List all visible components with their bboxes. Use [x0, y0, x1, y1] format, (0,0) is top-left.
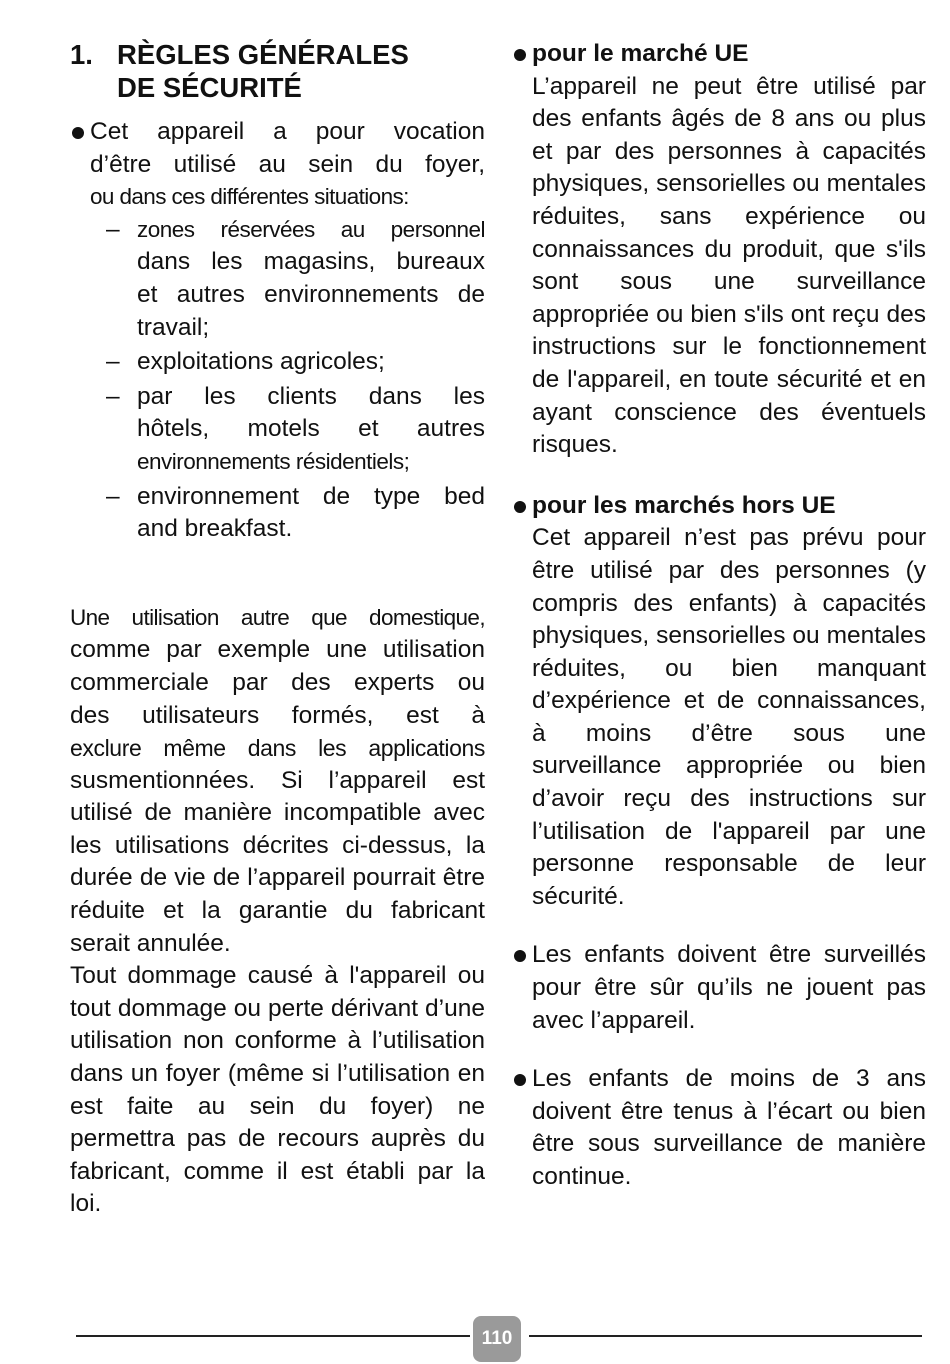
footer-rule-right — [529, 1335, 922, 1337]
usage-list-line: environnements résidentiels; — [137, 448, 410, 474]
eu-market-text: L’appareil ne peut être utilisé par des enfants âgés de 8 ans ou plus et par des personnes à capacités physiques, sensorielles ou mentales réduites, sans expérience ou connaissances du produit, que s'ils sont sous une surveillance appropriée ou bien s'ils ont reçu des instructions sur le fonctionnement de l'appareil, en toute sécurité et en ayant conscience des éventuels risques. — [532, 72, 926, 459]
intro-bullet — [70, 116, 485, 214]
usage-list — [70, 214, 485, 546]
intro-text — [90, 116, 485, 214]
usage-list-item — [106, 481, 485, 546]
children-supervision-text: Les enfants doivent être surveillés pour être sûr qu’ils ne jouent pas avec l’appareil. — [532, 941, 926, 1034]
bullet-dot-icon — [512, 1063, 532, 1193]
usage-list-line: et autres environnements de — [137, 280, 485, 308]
usage-list-item-text — [137, 346, 485, 379]
commercial-use-paragraph — [70, 602, 485, 961]
intro-line-2: d’être utilisé au sein du foyer, — [90, 150, 485, 178]
usage-list-line: par les clients dans les — [137, 382, 485, 410]
section-title — [117, 38, 485, 104]
damage-paragraph: Tout dommage causé à l'appareil ou tout dommage ou perte dérivant d’une utilisation non conforme à l’utilisation dans un foyer (même si l’utilisation en est faite au sein du foyer) ne permettra pas de recours auprès du fabricant, comme il est établi par la loi. — [70, 962, 485, 1218]
eu-market-heading: pour le marché UE — [532, 40, 749, 67]
usage-list-line: and breakfast. — [137, 515, 293, 543]
page-number-badge: 110 — [473, 1316, 521, 1362]
usage-list-line: travail; — [137, 313, 210, 341]
children-supervision-bullet — [512, 939, 926, 1037]
usage-list-line: dans les magasins, bureaux — [137, 248, 485, 276]
usage-list-item — [106, 381, 485, 479]
non-eu-market-bullet — [512, 490, 926, 914]
bullet-dot-icon — [512, 490, 532, 914]
usage-list-item-text — [137, 214, 485, 344]
para1-rest: susmentionnées. Si l’appareil est utilisé de manière incompatible avec les utilisations décrites ci-dessus, la durée de vie de l’appareil pourrait être réduite et la garantie du fabricant serait annulée. — [70, 766, 485, 957]
usage-list-line: exploitations agricoles; — [137, 348, 385, 376]
usage-list-item — [106, 346, 485, 379]
para1-line-1: Une utilisation autre que domestique, — [70, 604, 485, 630]
dash-icon: – — [106, 215, 120, 243]
usage-list-line: environnement de type bed — [137, 482, 485, 510]
dash-icon: – — [106, 348, 120, 376]
under-three-text: Les enfants de moins de 3 ans doivent être tenus à l’écart ou bien être sous surveillance de manière continue. — [532, 1065, 926, 1190]
bullet-dot-icon — [512, 939, 532, 1037]
eu-market-content — [532, 38, 926, 462]
left-column — [70, 38, 485, 1221]
usage-list-item — [106, 214, 485, 344]
non-eu-market-content — [532, 490, 926, 914]
footer-rule-left — [76, 1335, 470, 1337]
bullet-dot-icon — [70, 116, 90, 214]
section-number: 1. — [70, 39, 93, 70]
dash-icon: – — [106, 382, 120, 410]
usage-list-line: zones réservées au personnel — [137, 216, 485, 242]
para1-line-3: commerciale par des experts ou — [70, 668, 485, 696]
eu-market-bullet — [512, 38, 926, 462]
usage-list-item-text — [137, 381, 485, 479]
non-eu-market-text: Cet appareil n’est pas prévu pour être utilisé par des personnes (y compris des enfants) à capacités physiques, sensorielles ou mentales réduites, ou bien manquant d’expérience et de connaissances, à moins d’être sous une surveillance appropriée ou bien d’avoir reçu des instructions sur l’utilisation de l'appareil par une personne responsable de leur sécurité. — [532, 524, 926, 910]
para1-line-4: des utilisateurs formés, est à — [70, 701, 485, 729]
para1-line-5: exclure même dans les applications — [70, 735, 485, 762]
section-title-line-1: RÈGLES GÉNÉRALES — [117, 39, 409, 70]
section-heading — [70, 38, 485, 104]
non-eu-market-heading: pour les marchés hors UE — [532, 491, 836, 519]
under-three-bullet — [512, 1063, 926, 1193]
dash-icon: – — [106, 482, 120, 510]
section-title-line-2: DE SÉCURITÉ — [117, 72, 302, 103]
intro-line-3: ou dans ces différentes situations: — [90, 184, 409, 210]
usage-list-line: hôtels, motels et autres — [137, 415, 485, 443]
intro-line-1: Cet appareil a pour vocation — [90, 118, 485, 145]
right-column — [512, 38, 926, 1194]
usage-list-item-text — [137, 481, 485, 546]
bullet-dot-icon — [512, 38, 532, 462]
para1-line-2: comme par exemple une utilisation — [70, 636, 485, 664]
